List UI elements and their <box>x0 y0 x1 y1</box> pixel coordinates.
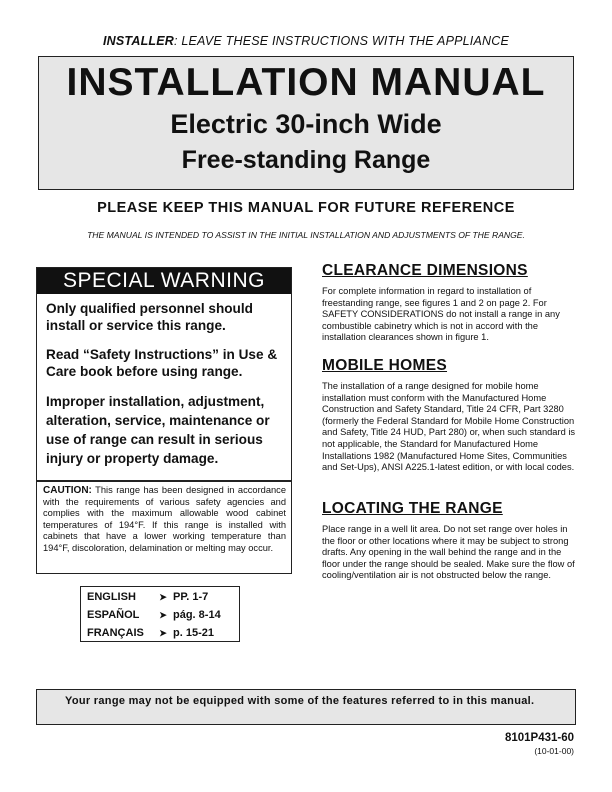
arrow-right-icon: ➤ <box>159 610 167 620</box>
language-row[interactable] <box>87 624 239 642</box>
language-index <box>80 586 240 642</box>
special-warning-box <box>36 267 292 481</box>
arrow-right-icon: ➤ <box>159 592 167 602</box>
document-number: 8101P431-60 <box>504 732 574 744</box>
installer-notice <box>0 34 612 48</box>
caution-box <box>36 481 292 574</box>
page-title: INSTALLATION MANUAL <box>66 61 546 104</box>
language-name: ENGLISH <box>87 591 136 603</box>
language-row[interactable] <box>87 606 239 624</box>
installer-label: INSTALLER <box>103 34 175 48</box>
title-box <box>38 56 574 190</box>
language-name: ESPAÑOL <box>87 609 140 621</box>
language-name: FRANÇAIS <box>87 627 144 639</box>
clearance-heading: CLEARANCE DIMENSIONS <box>322 262 528 279</box>
features-note: Your range may not be equipped with some of the features referred to in this manual. <box>65 695 535 707</box>
features-note-box <box>36 689 576 725</box>
special-warning-header: SPECIAL WARNING <box>37 268 291 294</box>
language-pages: pág. 8-14 <box>173 609 221 621</box>
warning-paragraph: Improper installation, adjustment, alteration, service, maintenance or use of range can result in serious injury or property damage. <box>46 394 270 466</box>
language-pages: PP. 1-7 <box>173 591 209 603</box>
clearance-text: For complete information in regard to installation of freestanding range, see figures 1 and 2 on page 2. For SAFETY CONSIDERATIONS do not install a range in any combustible cabinetry which is not in accord with the installation clearances shown in figure 1. <box>322 286 560 343</box>
keep-manual-notice: PLEASE KEEP THIS MANUAL FOR FUTURE REFERENCE <box>97 200 515 216</box>
mobile-homes-heading: MOBILE HOMES <box>322 357 448 374</box>
language-row[interactable] <box>87 588 239 606</box>
arrow-right-icon: ➤ <box>159 628 167 638</box>
installer-text: : LEAVE THESE INSTRUCTIONS WITH THE APPLIANCE <box>174 34 509 48</box>
title-subtitle-2: Free-standing Range <box>181 146 431 174</box>
warning-paragraph: Only qualified personnel should install or service this range. <box>46 301 253 333</box>
manual-intent-note: THE MANUAL IS INTENDED TO ASSIST IN THE INITIAL INSTALLATION AND ADJUSTMENTS OF THE RANGE. <box>87 230 525 240</box>
locating-range-heading: LOCATING THE RANGE <box>322 500 503 517</box>
mobile-homes-text: The installation of a range designed for mobile home installation must conform with the Manufactured Home Construction and Safety Standard, Title 24 CFR, Part 3280 (formerly the Federal Standard for Mobile Home Construction and Safety, Title 24 HUD, Part 280) or, when such standard is not applicable, the Standard for Manufactured Home Installations 1982 (Manufactured Home Sites, Communities and Set-Ups), ANSI A225.1-latest edition, or with local codes. <box>322 381 576 473</box>
warning-paragraph: Read “Safety Instructions” in Use & Care book before using range. <box>46 347 278 379</box>
caution-text: This range has been designed in accordance with the requirements of various safety agencies and complies with the maximum allowable wood cabinet temperatures of 194°F. If this range is installed with cabinets that have a lower working temperature than 194°F, discoloration, delamination or melting may occur. <box>43 485 286 553</box>
locating-range-text: Place range in a well lit area. Do not set range over holes in the floor or other locations where it may be subject to strong drafts. Any opening in the wall behind the range and in the floor under the range should be sealed. Make sure the flow of cooling/ventilation air is not obstructed below the range. <box>322 524 575 581</box>
document-date: (10-01-00) <box>534 746 574 756</box>
special-warning-body <box>37 294 291 468</box>
title-subtitle-1: Electric 30-inch Wide <box>170 109 442 139</box>
caution-label: CAUTION: <box>43 485 92 496</box>
language-pages: p. 15-21 <box>173 627 214 639</box>
